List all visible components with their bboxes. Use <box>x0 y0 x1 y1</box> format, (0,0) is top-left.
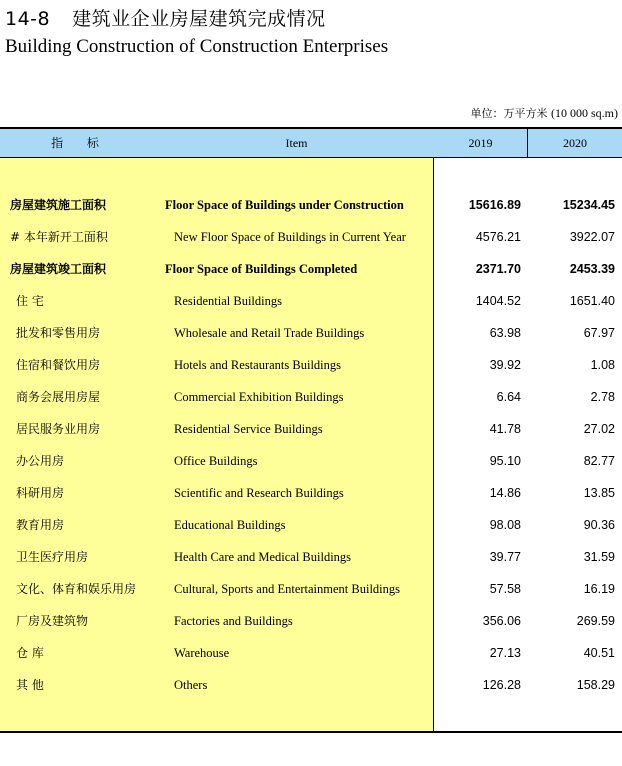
table-title-en: Building Construction of Construction Enterprises <box>5 36 389 57</box>
row-label-en: Cultural, Sports and Entertainment Buildings <box>174 582 401 596</box>
row-value-2019: 63.98 <box>489 326 521 340</box>
row-value-2020: 1651.40 <box>569 294 615 308</box>
row-label-en: Floor Space of Buildings Completed <box>165 262 358 276</box>
row-value-2019: 27.13 <box>489 646 521 660</box>
row-label-zh: 仓 库 <box>16 646 44 660</box>
unit-zh: 单位：万平方米 <box>470 107 548 120</box>
table-row <box>0 189 622 221</box>
row-value-2020: 15234.45 <box>562 198 615 212</box>
row-value-2019: 15616.89 <box>468 198 521 212</box>
header-indicator-zh: 指 标 <box>51 136 109 150</box>
row-value-2020: 269.59 <box>576 614 615 628</box>
row-value-2020: 2.78 <box>590 390 615 404</box>
row-label-en: Scientific and Research Buildings <box>174 486 344 500</box>
row-value-2019: 39.92 <box>489 358 521 372</box>
row-label-en: Educational Buildings <box>174 518 286 532</box>
unit-label <box>471 105 619 121</box>
row-value-2020: 158.29 <box>576 678 615 692</box>
row-label-zh: 教育用房 <box>16 518 65 532</box>
table-title-zh <box>5 4 326 31</box>
row-label-en: Hotels and Restaurants Buildings <box>174 358 341 372</box>
row-value-2020: 67.97 <box>583 326 615 340</box>
row-value-2020: 3922.07 <box>569 230 615 244</box>
row-label-zh: 卫生医疗用房 <box>16 550 89 564</box>
header-year-2019: 2019 <box>468 136 493 150</box>
row-value-2020: 13.85 <box>583 486 615 500</box>
row-value-2020: 2453.39 <box>569 262 615 276</box>
row-label-en: Floor Space of Buildings under Construction <box>165 198 404 212</box>
table-row <box>0 253 622 285</box>
row-value-2020: 27.02 <box>583 422 615 436</box>
row-value-2020: 90.36 <box>583 518 615 532</box>
row-label-en: Commercial Exhibition Buildings <box>174 390 344 404</box>
row-value-2019: 98.08 <box>489 518 521 532</box>
table-number: 14-8 <box>5 8 51 30</box>
row-label-zh: 房屋建筑竣工面积 <box>10 262 107 276</box>
table-row <box>0 477 622 509</box>
table-header <box>0 129 622 158</box>
row-label-zh: 科研用房 <box>16 486 65 500</box>
row-label-zh: 办公用房 <box>16 454 65 468</box>
row-value-2020: 16.19 <box>583 582 615 596</box>
row-label-zh: 住 宅 <box>16 294 44 308</box>
row-label-en: Office Buildings <box>174 454 258 468</box>
table-row <box>0 637 622 669</box>
bottom-rule <box>0 731 622 733</box>
row-label-zh: 住宿和餐饮用房 <box>16 358 101 372</box>
unit-en: (10 000 sq.m) <box>551 106 618 120</box>
row-value-2019: 2371.70 <box>475 262 521 276</box>
row-value-2019: 126.28 <box>482 678 521 692</box>
row-value-2019: 1404.52 <box>475 294 521 308</box>
row-value-2020: 82.77 <box>583 454 615 468</box>
row-label-en: Wholesale and Retail Trade Buildings <box>174 326 365 340</box>
row-value-2019: 14.86 <box>489 486 521 500</box>
row-label-zh: 房屋建筑施工面积 <box>10 198 107 212</box>
row-label-en: Residential Buildings <box>174 294 282 308</box>
row-label-zh: 商务会展用房屋 <box>16 390 101 404</box>
row-value-2019: 57.58 <box>489 582 521 596</box>
table-row <box>0 413 622 445</box>
row-value-2019: 95.10 <box>489 454 521 468</box>
row-value-2019: 6.64 <box>496 390 521 404</box>
row-label-zh: 厂房及建筑物 <box>16 614 89 628</box>
table-row <box>0 445 622 477</box>
row-label-en: Factories and Buildings <box>174 614 293 628</box>
row-label-zh: 文化、体育和娱乐用房 <box>16 582 137 596</box>
row-value-2019: 41.78 <box>489 422 521 436</box>
row-label-zh: # 本年新开工面积 <box>10 230 108 244</box>
table-row <box>0 669 622 701</box>
row-label-en: Others <box>174 678 208 692</box>
header-item: Item <box>285 136 308 150</box>
row-value-2019: 4576.21 <box>475 230 521 244</box>
table-row <box>0 381 622 413</box>
table-row <box>0 509 622 541</box>
row-label-zh: 批发和零售用房 <box>16 326 101 340</box>
row-value-2020: 1.08 <box>590 358 615 372</box>
table-row <box>0 317 622 349</box>
row-value-2020: 40.51 <box>583 646 615 660</box>
table-row <box>0 541 622 573</box>
row-value-2020: 31.59 <box>583 550 615 564</box>
row-label-zh: 其 他 <box>16 678 44 692</box>
table-row <box>0 349 622 381</box>
row-label-en: New Floor Space of Buildings in Current Year <box>174 230 406 244</box>
row-value-2019: 39.77 <box>489 550 521 564</box>
row-value-2019: 356.06 <box>482 614 521 628</box>
table-row <box>0 605 622 637</box>
title-zh-text: 建筑业企业房屋建筑完成情况 <box>72 8 326 30</box>
table-row <box>0 285 622 317</box>
row-label-en: Residential Service Buildings <box>174 422 323 436</box>
row-label-en: Warehouse <box>174 646 230 660</box>
table-row <box>0 221 622 253</box>
data-table <box>0 127 622 733</box>
header-year-2020: 2020 <box>563 136 587 150</box>
table-row <box>0 573 622 605</box>
row-label-en: Health Care and Medical Buildings <box>174 550 352 564</box>
table-body <box>0 189 622 701</box>
row-label-zh: 居民服务业用房 <box>16 422 101 436</box>
